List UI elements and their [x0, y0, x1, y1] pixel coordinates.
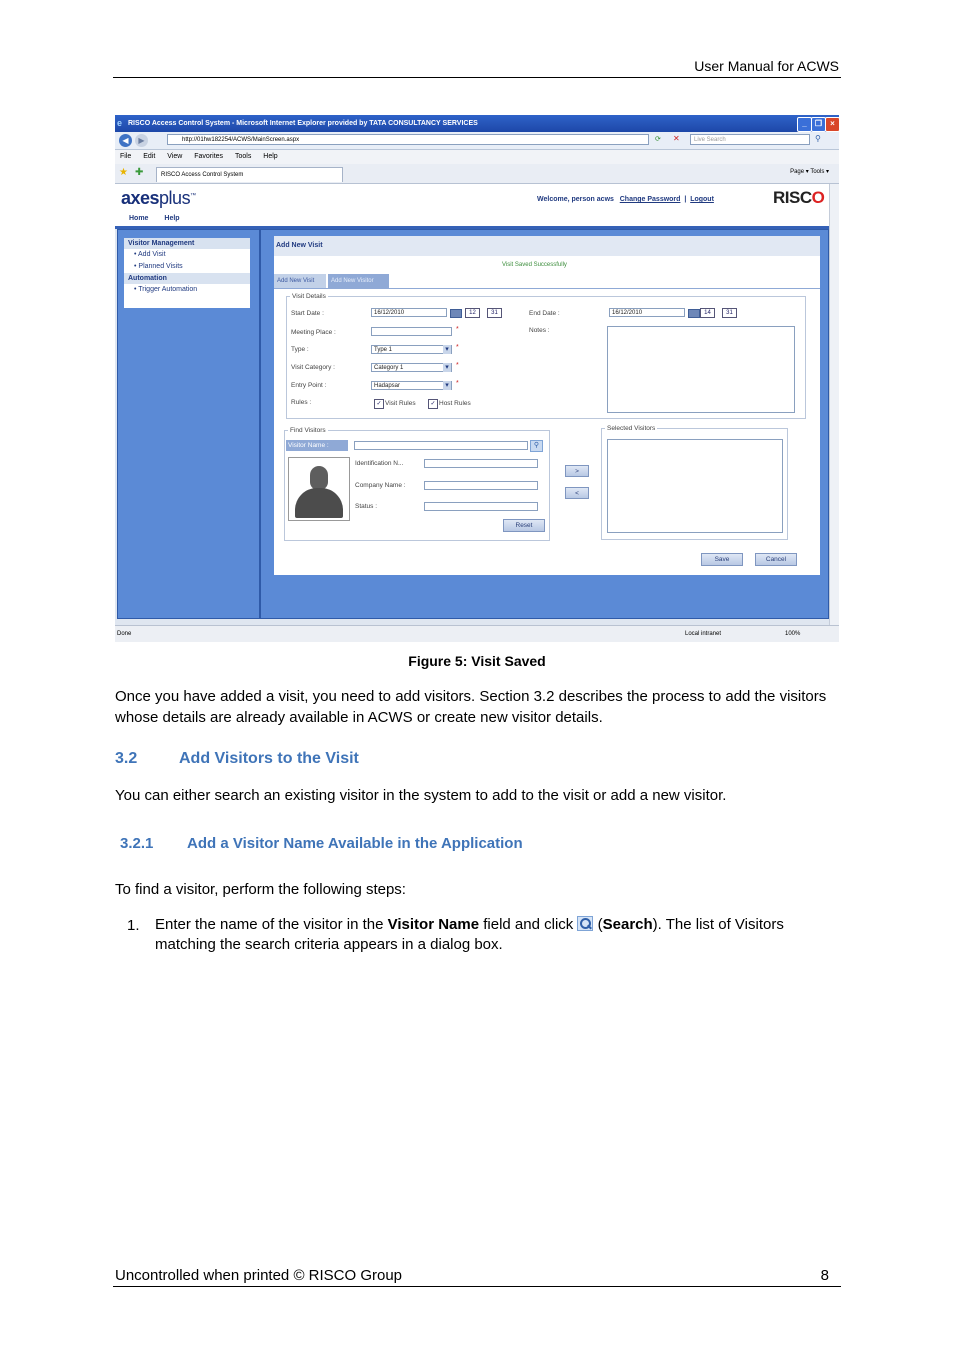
status-label: Status :	[355, 503, 378, 510]
main-area	[260, 229, 829, 619]
subsection-heading	[120, 835, 523, 853]
cancel-button[interactable]: Cancel	[755, 553, 797, 566]
menu-view[interactable]: View	[167, 153, 183, 160]
required-mark: *	[456, 362, 459, 369]
start-date-input[interactable]: 16/12/2010	[371, 308, 447, 317]
subsection-title: Add a Visitor Name Available in the Application	[187, 835, 523, 852]
running-header: User Manual for ACWS	[694, 58, 839, 74]
host-rules-checkbox[interactable]: ✓	[428, 399, 438, 409]
address-input[interactable]: http://01hw182254/ACWS/MainScreen.aspx	[167, 134, 649, 145]
live-search-input[interactable]: Live Search	[690, 134, 810, 145]
required-mark: *	[456, 344, 459, 351]
saved-message: Visit Saved Successfully	[502, 262, 567, 268]
sidebar-item-trigger-automation[interactable]: • Trigger Automation	[134, 286, 198, 293]
visitor-name-label: Visitor Name :	[286, 440, 348, 451]
page-scrollbar[interactable]	[829, 184, 839, 625]
type-label: Type :	[291, 346, 309, 353]
meeting-place-label: Meeting Place :	[291, 329, 336, 336]
step-number: 1.	[127, 917, 140, 934]
notes-label: Notes :	[529, 327, 550, 334]
start-date-label: Start Date :	[291, 310, 324, 317]
subsection-number: 3.2.1	[120, 835, 154, 852]
visitor-photo	[288, 457, 350, 521]
figure-caption: Figure 5: Visit Saved	[408, 653, 546, 669]
selected-visitors-list[interactable]	[607, 439, 783, 533]
end-date-input[interactable]: 16/12/2010	[609, 308, 685, 317]
footer-rule	[113, 1286, 841, 1287]
start-minute-input[interactable]: 31	[487, 308, 502, 318]
risco-logo: RISCO	[773, 188, 825, 207]
status-zoom[interactable]: 100%	[785, 631, 801, 637]
entry-point-label: Entry Point :	[291, 382, 327, 389]
sidebar-section-automation: Automation	[124, 273, 250, 284]
remove-visitor-arrow-button[interactable]: <	[565, 487, 589, 499]
calendar-icon[interactable]	[450, 309, 462, 318]
forward-icon[interactable]: ▶	[135, 134, 148, 147]
reset-button[interactable]: Reset	[503, 519, 545, 532]
company-name-label: Company Name :	[355, 482, 406, 489]
browser-menu-bar	[115, 150, 839, 164]
window-title-bar	[115, 115, 839, 132]
browser-status-bar	[115, 625, 839, 642]
ie-icon: e	[117, 118, 123, 128]
company-name-input[interactable]	[424, 481, 538, 490]
visit-rules-checkbox[interactable]: ✓	[374, 399, 384, 409]
status-zone: Local intranet	[685, 631, 722, 637]
status-input[interactable]	[424, 502, 538, 511]
add-visitor-arrow-button[interactable]: >	[565, 465, 589, 477]
menu-file[interactable]: File	[120, 153, 132, 160]
sidebar	[117, 229, 260, 619]
add-favorite-icon[interactable]: ✚	[135, 167, 144, 178]
rules-label: Rules :	[291, 399, 312, 406]
tab-add-new-visitor[interactable]: Add New Visitor	[328, 274, 389, 288]
page-number: 8	[820, 1267, 829, 1284]
window-title: RISCO Access Control System - Microsoft Internet Explorer provided by TATA CONSULTANCY SERVICES	[128, 120, 478, 127]
type-select[interactable]: Type 1 ▾	[371, 345, 452, 354]
selected-visitors-fieldset: Selected Visitors	[601, 425, 788, 540]
intro-paragraph: Once you have added a visit, you need to add visitors. Section 3.2 describes the process to add the visitors whose details are already available in ACWS or create new visitor details.	[115, 688, 827, 726]
required-mark: *	[456, 326, 459, 333]
save-button[interactable]: Save	[701, 553, 743, 566]
refresh-icon[interactable]: ⟳	[655, 136, 661, 143]
end-date-label: End Date :	[529, 310, 560, 317]
search-icon	[577, 916, 593, 931]
change-password-link[interactable]: Change Password	[619, 196, 681, 203]
menu-app-help[interactable]: Help	[164, 215, 180, 222]
visit-category-label: Visit Category :	[291, 364, 335, 371]
sidebar-item-add-visit[interactable]: • Add Visit	[134, 251, 166, 258]
address-bar-row	[115, 132, 839, 150]
find-visitors-fieldset: Find Visitors	[284, 427, 550, 541]
visitor-name-input[interactable]	[354, 441, 528, 450]
command-bar[interactable]: Page ▾ Tools ▾	[790, 169, 829, 175]
visit-rules-label: Visit Rules	[385, 400, 416, 407]
tab-add-new-visit[interactable]: Add New Visit	[274, 274, 326, 288]
app-menu	[115, 212, 839, 229]
section-heading	[115, 750, 359, 768]
welcome-line: Welcome, person acws Change Password | Logout	[537, 196, 714, 203]
section-paragraph: You can either search an existing visitor in the system to add to the visit or add a new visitor.	[115, 787, 727, 804]
back-icon[interactable]: ◀	[119, 134, 132, 147]
app-header	[115, 184, 839, 212]
entry-point-select[interactable]: Hadapsar ▾	[371, 381, 452, 390]
menu-favorites[interactable]: Favorites	[194, 153, 224, 160]
logout-link[interactable]: Logout	[690, 196, 714, 203]
meeting-place-input[interactable]	[371, 327, 452, 336]
minimize-icon[interactable]: _	[797, 117, 812, 132]
figure-screenshot	[115, 115, 839, 642]
identification-input[interactable]	[424, 459, 538, 468]
status-text: Done	[117, 631, 132, 637]
start-hour-input[interactable]: 12	[465, 308, 480, 318]
stop-icon[interactable]: ✕	[673, 134, 680, 143]
step-1-text: Enter the name of the visitor in the Visitor Name field and click (Search). The list of Visitors matching the search criteria appears in a dialog box.	[155, 916, 784, 953]
menu-home[interactable]: Home	[129, 215, 149, 222]
section-title: Add Visitors to the Visit	[179, 750, 359, 767]
end-hour-input[interactable]: 14	[700, 308, 715, 318]
calendar-icon[interactable]	[688, 309, 700, 318]
end-minute-input[interactable]: 31	[722, 308, 737, 318]
menu-tools[interactable]: Tools	[235, 153, 252, 160]
sidebar-section-visitor-management: Visitor Management	[124, 238, 250, 249]
close-icon[interactable]: ×	[825, 117, 839, 132]
panel-title: Add New Visit	[274, 236, 820, 256]
maximize-icon[interactable]: ❐	[811, 117, 826, 132]
host-rules-label: Host Rules	[439, 400, 471, 407]
sidebar-item-planned-visits[interactable]: • Planned Visits	[134, 263, 183, 270]
visit-category-select[interactable]: Category 1 ▾	[371, 363, 452, 372]
favorites-bar	[115, 164, 839, 184]
required-mark: *	[456, 380, 459, 387]
search-icon[interactable]: ⚲	[815, 134, 821, 143]
notes-textarea[interactable]	[607, 326, 795, 413]
visitor-search-icon[interactable]: ⚲	[530, 440, 543, 452]
identification-label: Identification N...	[355, 460, 404, 467]
menu-help[interactable]: Help	[263, 153, 278, 160]
footer-text: Uncontrolled when printed © RISCO Group	[115, 1267, 403, 1284]
browser-tab[interactable]: RISCO Access Control System	[156, 167, 343, 182]
menu-edit[interactable]: Edit	[143, 153, 156, 160]
header-rule	[113, 77, 841, 78]
section-number: 3.2	[115, 750, 138, 767]
favorites-star-icon[interactable]: ★	[119, 167, 128, 178]
steps-intro: To find a visitor, perform the following steps:	[115, 881, 406, 898]
visit-details-fieldset: Visit Details	[286, 293, 806, 419]
axesplus-logo: axesplus™	[121, 188, 196, 208]
